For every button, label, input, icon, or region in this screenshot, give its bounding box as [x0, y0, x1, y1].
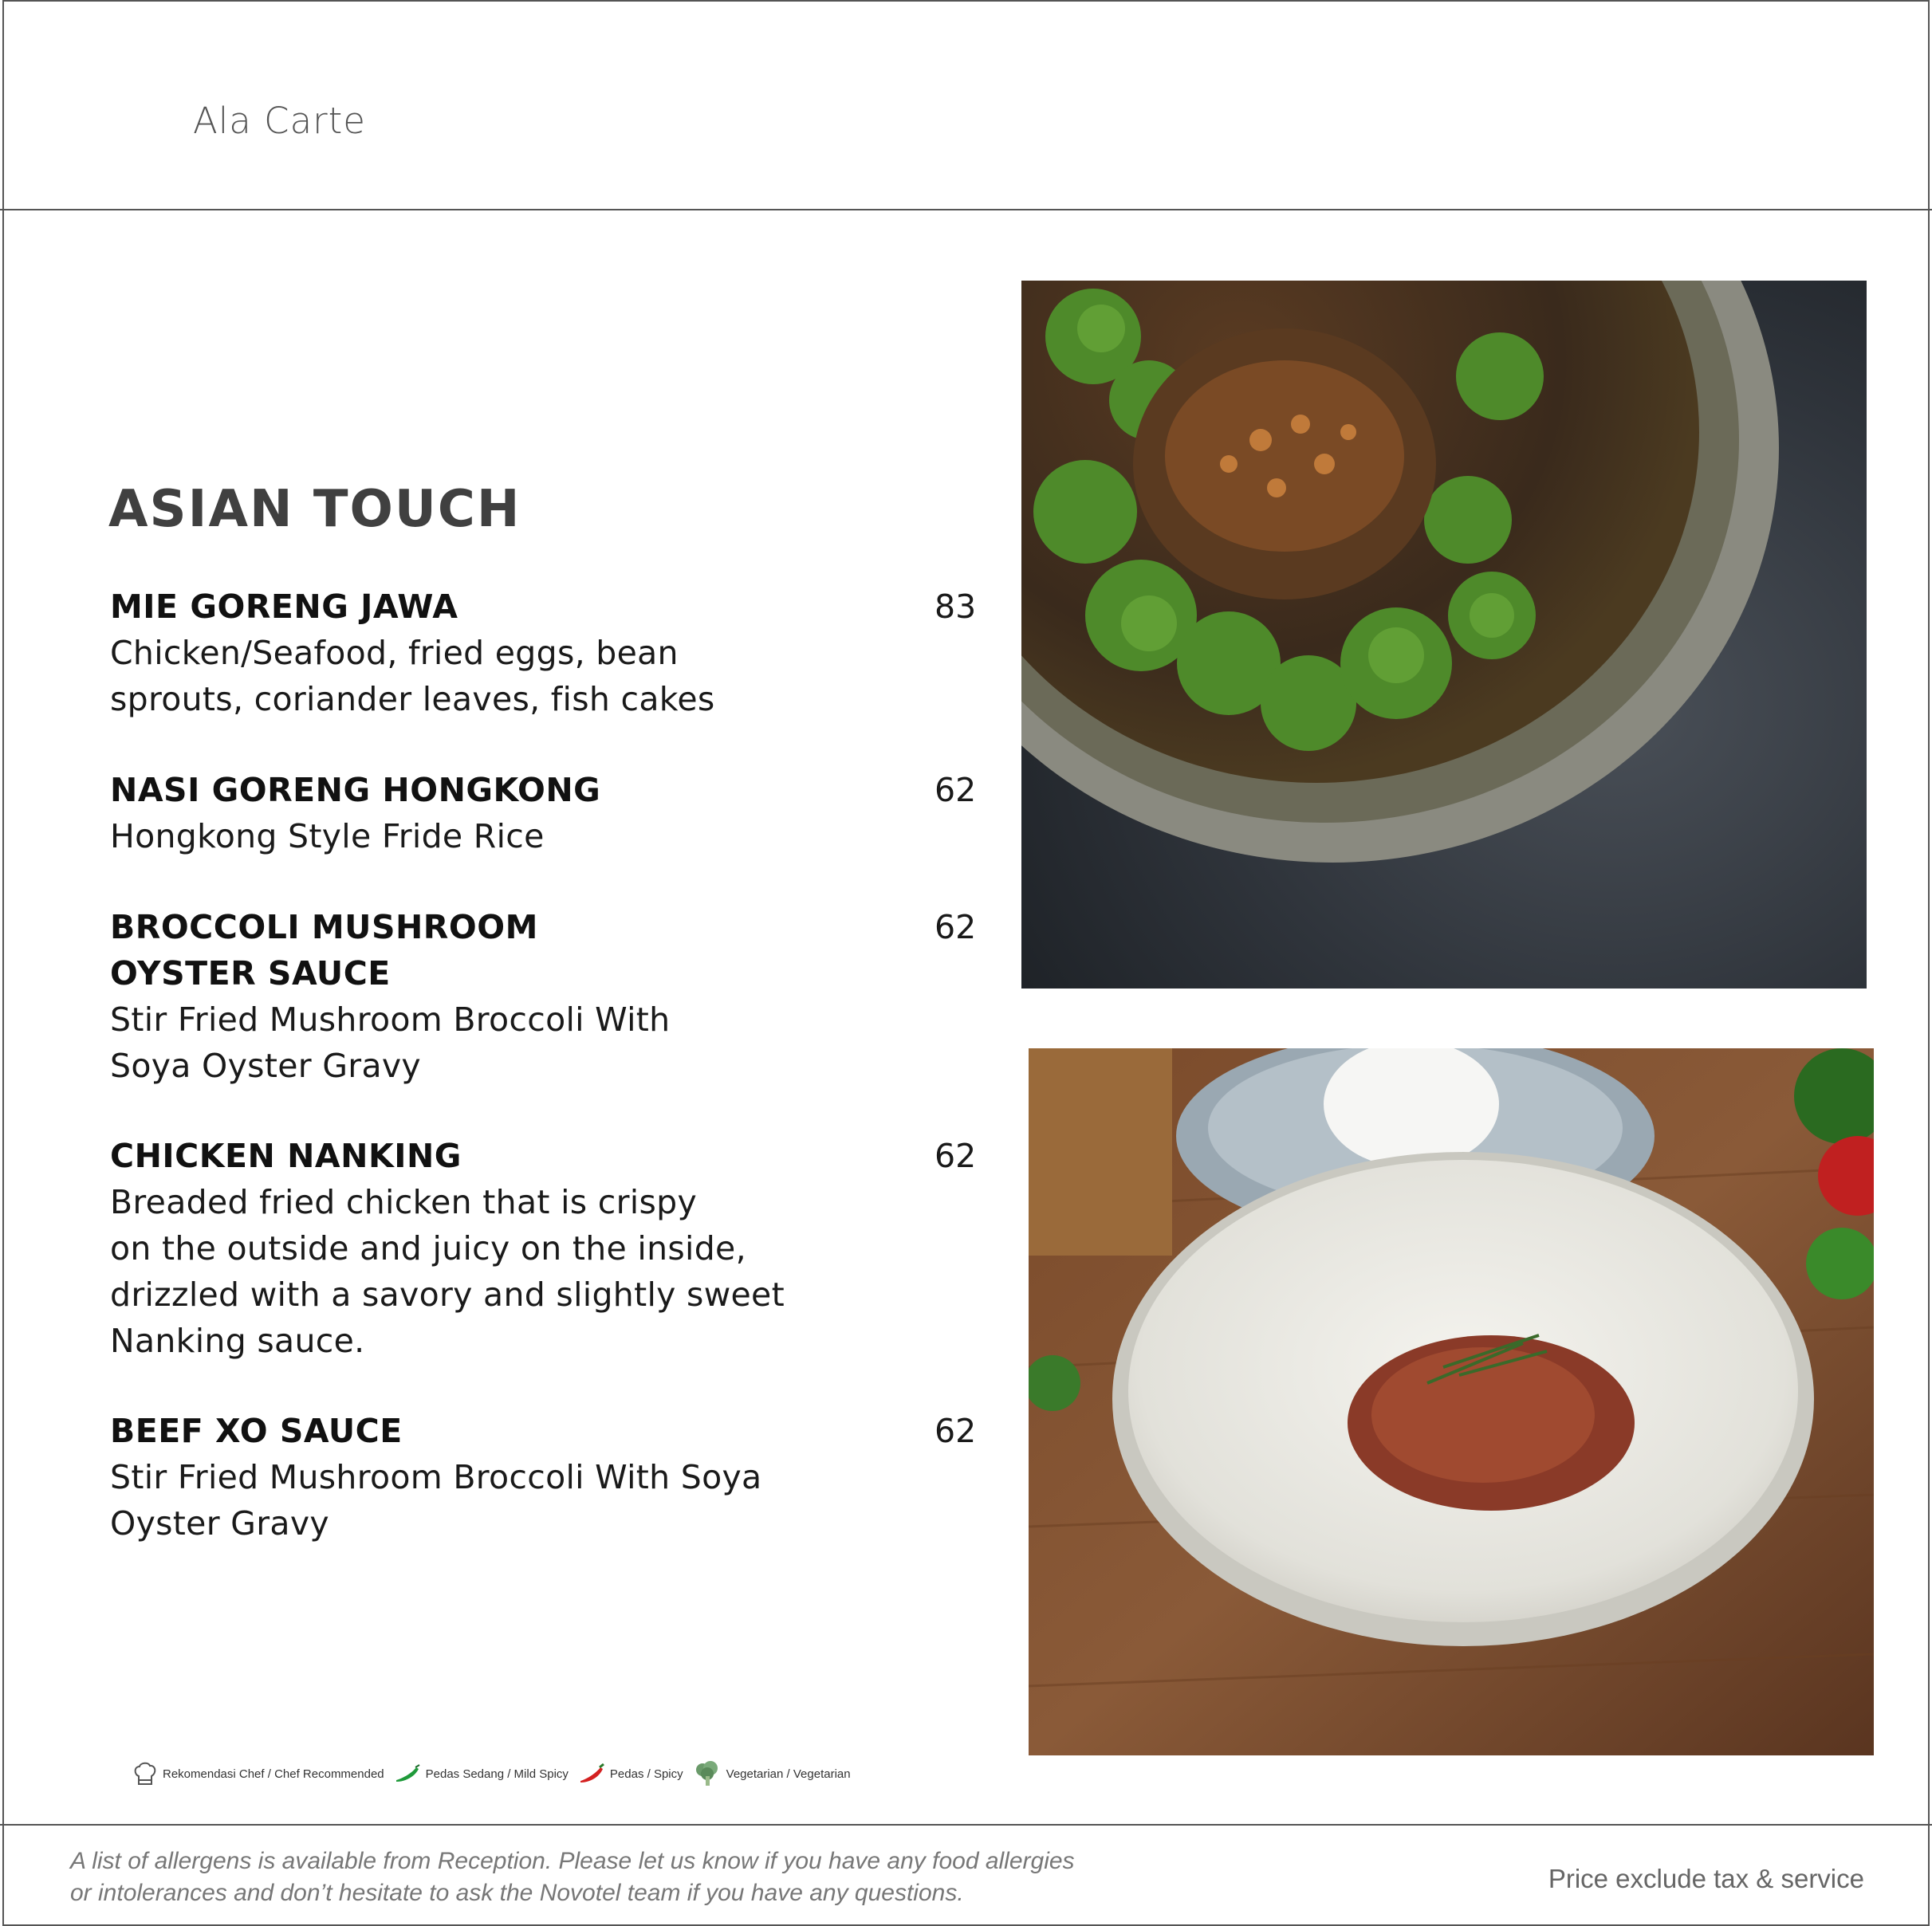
legend-label: Pedas Sedang / Mild Spicy: [425, 1767, 569, 1781]
item-description: Stir Fried Mushroom Broccoli With Soya Oyster Gravy: [110, 1000, 671, 1085]
header-title: Ala Carte: [193, 100, 366, 142]
item-price: 62: [935, 1137, 977, 1175]
item-price: 83: [935, 588, 977, 626]
header-divider: [0, 209, 1932, 210]
item-description: Stir Fried Mushroom Broccoli With Soya Oyster Gravy: [110, 1458, 762, 1543]
beef-dish-photo: [1029, 1048, 1874, 1755]
legend-spicy: [578, 1763, 683, 1784]
item-description: Breaded fried chicken that is crispy on the outside and juicy on the inside, drizzled with a savory and slightly sweet Nanking sauce.: [110, 1183, 785, 1360]
item-description: Hongkong Style Fride Rice: [110, 817, 545, 855]
legend-chef-recommended: [132, 1760, 384, 1787]
broccoli-icon: [693, 1760, 722, 1787]
legend-label: Rekomendasi Chef / Chef Recommended: [163, 1767, 384, 1781]
menu-item-mie-goreng-jawa: [110, 584, 977, 722]
legend-vegetarian: [693, 1760, 851, 1787]
broccoli-mushroom-photo: [1021, 281, 1867, 989]
menu-item-broccoli-mushroom: [110, 904, 977, 1089]
legend-label: Pedas / Spicy: [609, 1767, 683, 1781]
item-name: NASI GORENG HONGKONG: [110, 771, 601, 809]
menu-item-nasi-goreng-hongkong: [110, 767, 977, 859]
item-name: BEEF XO SAUCE: [110, 1412, 403, 1450]
chef-hat-icon: [132, 1760, 158, 1787]
price-note: Price exclude tax & service: [1548, 1864, 1864, 1893]
item-price: 62: [935, 1412, 977, 1450]
item-price: 62: [935, 771, 977, 809]
red-chili-icon: [578, 1763, 605, 1784]
legend-label: Vegetarian / Vegetarian: [726, 1767, 851, 1781]
item-name: CHICKEN NANKING: [110, 1137, 462, 1175]
item-description: Chicken/Seafood, fried eggs, bean sprouts, coriander leaves, fish cakes: [110, 634, 715, 718]
allergen-note: A list of allergens is available from Reception. Please let us know if you have any food allergies or intolerances and don’t hesitate to ask the Novotel team if you have any questions.: [70, 1848, 1075, 1906]
item-price: 62: [935, 908, 977, 946]
item-name: BROCCOLI MUSHROOM OYSTER SAUCE: [110, 908, 538, 992]
menu-item-chicken-nanking: [110, 1133, 977, 1364]
item-name: MIE GORENG JAWA: [110, 588, 458, 626]
legend-mild-spicy: [394, 1764, 569, 1783]
section-title: ASIAN TOUCH: [108, 480, 521, 539]
footer-divider: [0, 1824, 1932, 1826]
menu-item-beef-xo-sauce: [110, 1408, 977, 1547]
green-chili-icon: [394, 1764, 421, 1783]
icon-legend: [132, 1758, 860, 1790]
